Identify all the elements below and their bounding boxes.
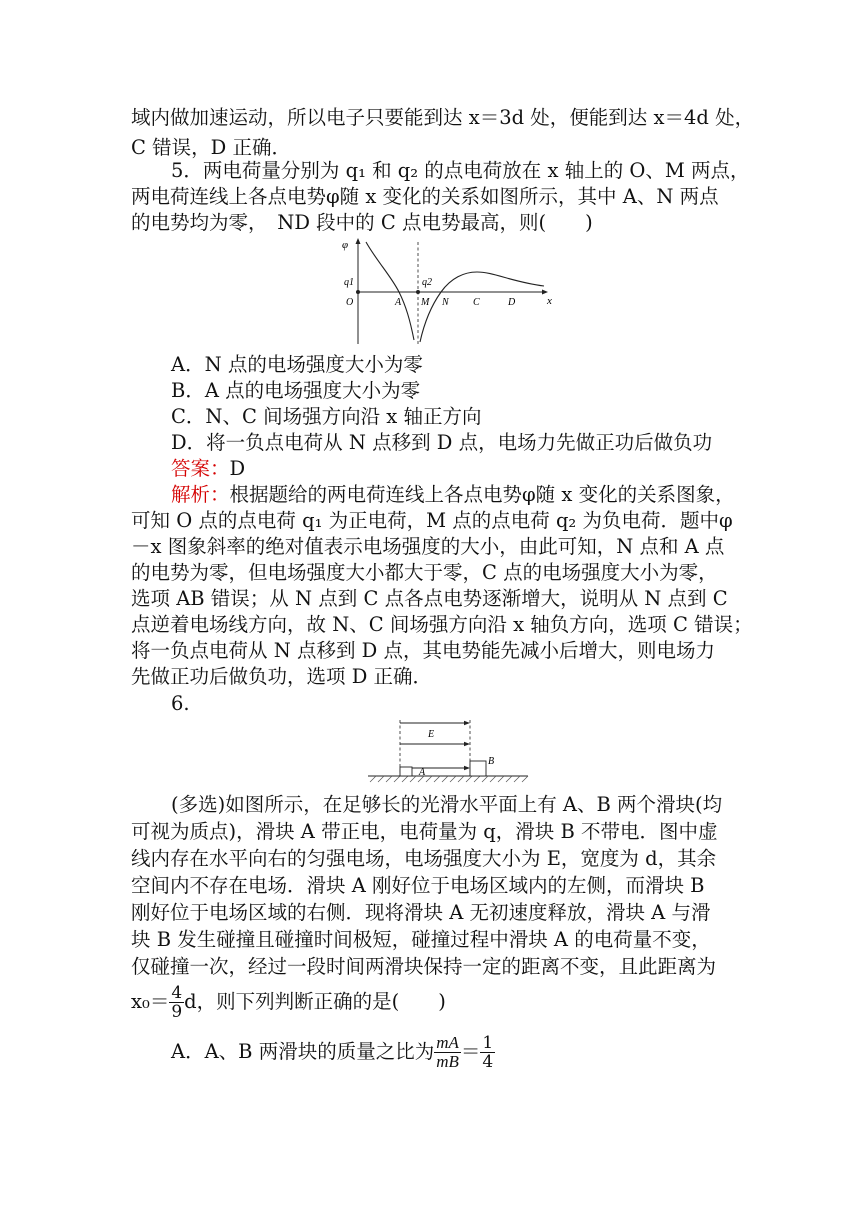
point-A-label: A [395,297,402,308]
question-6-line-8 [131,980,446,1024]
question-6-option-A [171,1030,495,1074]
one-quarter-fraction [480,1034,495,1071]
text-line-1: 域内做加速运动，所以电子只要能到达 x＝3d 处，便能到达 x＝4d 处， [131,106,755,129]
explanation-label: 解析： [171,483,230,506]
option-B: B．A 点的电场强度大小为零 [171,379,421,402]
fraction-denominator: 9 [171,1002,183,1022]
question-6-line-6: 块 B 发生碰撞且碰撞时间极短，碰撞过程中滑块 A 的电荷量不变， [131,928,711,951]
explanation-line-1 [171,481,735,509]
q6-option-A-text: A．A、B 两滑块的质量之比为 [171,1040,435,1063]
equals-sign: ＝ [460,1040,481,1063]
text-line-2: C 错误，D 正确． [131,136,291,159]
x-axis-label: x [547,295,552,307]
phi-axis-label: φ [342,239,349,251]
potential-graph-figure [336,236,562,348]
explanation-line-5: 选项 AB 错误；从 N 点到 C 点各点电势逐渐增大，说明从 N 点到 C [131,587,728,610]
question-6-line-3: 线内存在水平向右的匀强电场，电场强度大小为 E，宽度为 d，其余 [131,847,717,870]
option-A: A．N 点的电场强度大小为零 [171,353,423,376]
block-A-label: A [419,767,426,778]
fraction-numerator: 4 [171,983,183,1003]
point-M-label: M [421,297,430,308]
answer-label: 答案： [171,457,230,480]
point-O-label: O [346,297,354,308]
explanation-line-3: －x 图象斜率的绝对值表示电场强度的大小，由此可知，N 点和 A 点 [131,535,725,558]
explanation-text-1: 根据题给的两电荷连线上各点电势φ随 x 变化的关系图象， [229,483,735,506]
point-D-label: D [508,297,516,308]
x0-expression-prefix: x₀＝ [131,990,170,1013]
ratio-value-denominator: 4 [482,1052,494,1072]
block-B-label: B [488,756,495,767]
question-6-line-5: 刚好位于电场区域的右侧．现将滑块 A 无初速度释放，滑块 A 与滑 [131,901,711,924]
mass-ratio-denominator: mB [436,1052,459,1071]
question-6-line-2: 可视为质点)，滑块 A 带正电，电荷量为 q，滑块 B 不带电．图中虚 [131,820,718,843]
question-5-line-1: 5．两电荷量分别为 q₁ 和 q₂ 的点电荷放在 x 轴上的 O、M 两点， [171,159,750,182]
question-6-line-4: 空间内不存在电场．滑块 A 刚好位于电场区域内的左侧，而滑块 B [131,874,705,897]
field-E-label: E [428,729,435,740]
question-6-number: 6. [171,692,190,715]
question-6-line-1: (多选)如图所示，在足够长的光滑水平面上有 A、B 两个滑块(均 [171,793,723,816]
mass-ratio-fraction [434,1034,461,1071]
four-ninths-fraction [169,984,184,1021]
question-5-line-3: 的电势均为零， ND 段中的 C 点电势最高，则( ) [131,211,593,234]
question-5-line-2: 两电荷连线上各点电势φ随 x 变化的关系如图所示，其中 A、N 两点 [131,185,719,208]
explanation-line-4: 的电势为零，但电场强度大小都大于零，C 点的电场强度大小为零， [131,561,718,584]
q2-label: q2 [422,277,432,288]
point-N-label: N [442,297,449,308]
option-D: D．将一负点电荷从 N 点移到 D 点，电场力先做正功后做负功 [171,431,713,454]
explanation-line-7: 将一负点电荷从 N 点移到 D 点，其电势能先减小后增大，则电场力 [131,639,715,662]
answer-value: D [229,457,246,480]
ratio-value-numerator: 1 [482,1033,494,1053]
question-6-line-7: 仅碰撞一次，经过一段时间两滑块保持一定的距离不变，且此距离为 [131,955,717,978]
mass-ratio-numerator: mA [436,1033,459,1052]
answer-line [171,455,245,483]
explanation-line-6: 点逆着电场线方向，故 N、C 间场强方向沿 x 轴负方向，选项 C 错误； [131,613,753,636]
x0-expression-suffix: d，则下列判断正确的是( ) [184,990,446,1013]
option-C: C．N、C 间场强方向沿 x 轴正方向 [171,405,482,428]
point-C-label: C [473,297,480,308]
field-blocks-figure [366,716,530,786]
explanation-line-2: 可知 O 点的点电荷 q₁ 为正电荷，M 点的点电荷 q₂ 为负电荷．题中φ [131,509,733,532]
explanation-line-8: 先做正功后做负功，选项 D 正确． [131,665,433,688]
q1-label: q1 [344,277,354,288]
